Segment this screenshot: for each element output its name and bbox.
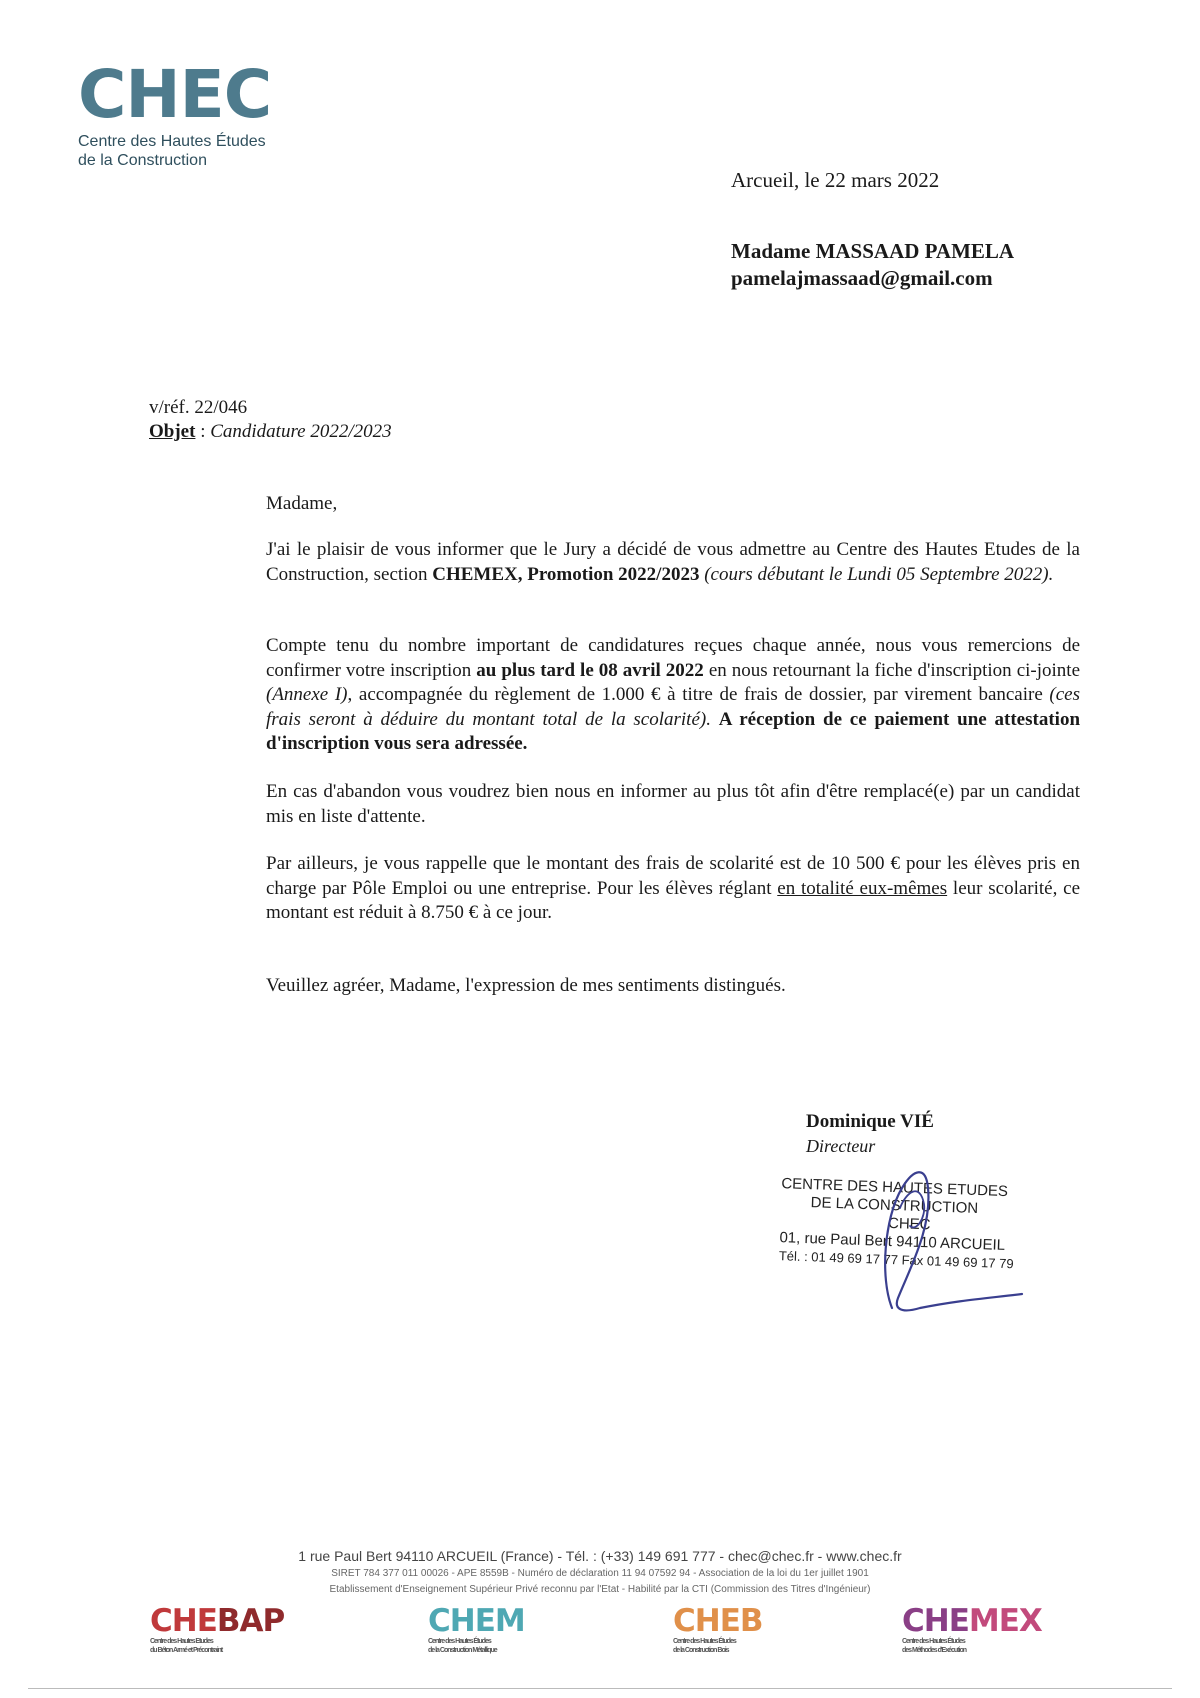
p2-fees-note: (ces frais seront à déduire du montant total de la scolarité). <box>266 684 1080 730</box>
p4-text-a: Par ailleurs, je vous rappelle que le montant des frais de scolarité est de 10 500 € pour les élèves pris en charge par Pôle Emploi ou une entreprise. Pour les élèves réglant <box>266 853 1080 899</box>
p2-text-c: en nous retournant la fiche d'inscription ci-jointe <box>703 659 1081 681</box>
p1-text: J'ai le plaisir de vous informer que le Jury a décidé de vous admettre au Centre des Hautes Etudes de la Construction, section <box>266 539 1080 585</box>
brand-chebap-suffix: BAP <box>216 1603 285 1639</box>
recipient-block <box>731 238 1014 292</box>
p2-text-a: Compte tenu du nombre important de candidatures reçues chaque année, nous vous remercions de confirmer votre inscription <box>266 635 1080 681</box>
logo-subtitle-line1: Centre des Hautes Études <box>78 133 266 150</box>
p4-underlined: en totalité eux-mêmes <box>777 877 948 899</box>
brand-chebap-logo <box>150 1603 285 1639</box>
p2-space <box>711 709 719 730</box>
signatory-name: Dominique VIÉ <box>806 1111 934 1132</box>
brand-chemex <box>902 1603 1042 1655</box>
p2-annex: (Annexe I) <box>266 684 348 705</box>
paragraph-withdrawal: En cas d'abandon vous voudrez bien nous en informer au plus tôt afin d'être remplacé(e) par un candidat mis en liste d'attente. <box>266 781 1080 827</box>
footer-accreditation: Etablissement d'Enseignement Supérieur Privé reconnu par l'Etat - Habilité par la CTI (Commission des Titres d'Ingénieur) <box>329 1584 871 1595</box>
handwritten-signature <box>840 1148 1040 1318</box>
brand-chemex-suffix: MEX <box>968 1603 1042 1639</box>
stamp-line5: Tél. : 01 49 69 17 77 Fax 01 49 69 17 79 <box>778 1248 1014 1272</box>
subject-value: Candidature 2022/2023 <box>210 421 392 442</box>
brand-cheb-logo <box>673 1603 763 1639</box>
footer-legal: SIRET 784 377 011 00026 - APE 8559B - Numéro de déclaration 11 94 07592 94 - Association de la loi du 1er juillet 1901 <box>331 1568 869 1579</box>
brand-cheb-prefix: CHEB <box>673 1603 763 1639</box>
brand-chebap-sub1: Centre des Hautes Etudes <box>150 1638 213 1645</box>
footer-address: 1 rue Paul Bert 94110 ARCUEIL (France) - Tél. : (+33) 149 691 777 - chec@chec.fr - www.chec.fr <box>298 1548 902 1564</box>
brand-chemex-sub2: des Méthodes d'Exécution <box>902 1647 967 1654</box>
brand-cheb-sub1: Centre des Hautes Études <box>673 1638 736 1645</box>
paragraph-confirmation <box>266 634 1080 757</box>
brand-chem-logo <box>428 1603 525 1639</box>
logo-subtitle <box>78 132 266 170</box>
p2-attestation: A réception de ce paiement une attestation d'inscription vous sera adressée. <box>266 708 1081 754</box>
brand-chem <box>428 1603 525 1655</box>
subject-label: Objet <box>149 421 196 442</box>
reference-block <box>149 396 392 444</box>
brand-cheb-sub2: de la Construction Bois <box>673 1647 729 1654</box>
p2-deadline: au plus tard le 08 avril 2022 <box>476 659 704 681</box>
stamp-line1: CENTRE DES HAUTES ETUDES <box>781 1175 1009 1201</box>
logo-subtitle-line2: de la Construction <box>78 152 207 169</box>
brand-cheb <box>673 1603 763 1655</box>
signatory-title: Directeur <box>806 1136 876 1156</box>
p1-course-start: (cours débutant le Lundi 05 Septembre 2022). <box>704 563 1054 585</box>
brand-chemex-logo <box>902 1603 1042 1639</box>
subject-line <box>149 420 392 444</box>
p1-section: CHEMEX, Promotion 2022/2023 <box>432 563 700 585</box>
recipient-name: Madame MASSAAD PAMELA <box>731 239 1015 263</box>
paragraph-admission <box>266 538 1080 587</box>
closing-formula: Veuillez agréer, Madame, l'expression de mes sentiments distingués. <box>266 975 786 996</box>
salutation: Madame, <box>266 493 338 514</box>
recipient-email: pamelajmassaad@gmail.com <box>731 266 993 290</box>
stamp-line3: CHEC <box>887 1214 931 1234</box>
bottom-rule <box>28 1688 1172 1689</box>
brand-chebap-sub2: du Béton Armé et Précontraint <box>150 1647 223 1654</box>
brand-chebap <box>150 1603 285 1655</box>
brand-chem-sub1: Centre des Hautes Études <box>428 1638 491 1645</box>
stamp-line2: DE LA CONSTRUCTION <box>810 1194 979 1218</box>
chec-logo: CHEC <box>78 56 272 133</box>
p2-text-e: , accompagnée du règlement de 1.000 € à titre de frais de dossier, par virement bancaire <box>347 684 1050 705</box>
reference-number: v/réf. 22/046 <box>149 397 248 418</box>
p4-text-c: leur scolarité, ce montant est réduit à 8.750 € à ce jour. <box>266 877 1081 923</box>
brand-chebap-prefix: CHE <box>150 1603 217 1639</box>
brand-chem-prefix: CHEM <box>428 1603 525 1639</box>
paragraph-tuition <box>266 852 1080 926</box>
subject-separator: : <box>195 421 211 442</box>
letter-date: Arcueil, le 22 mars 2022 <box>731 168 940 192</box>
stamp-line4: 01, rue Paul Bert 94110 ARCUEIL <box>779 1229 1006 1254</box>
brand-chemex-sub1: Centre des Hautes Études <box>902 1638 965 1645</box>
brand-chem-sub2: de la Construction Métallique <box>428 1647 497 1654</box>
brand-chemex-prefix: CHE <box>902 1603 969 1639</box>
